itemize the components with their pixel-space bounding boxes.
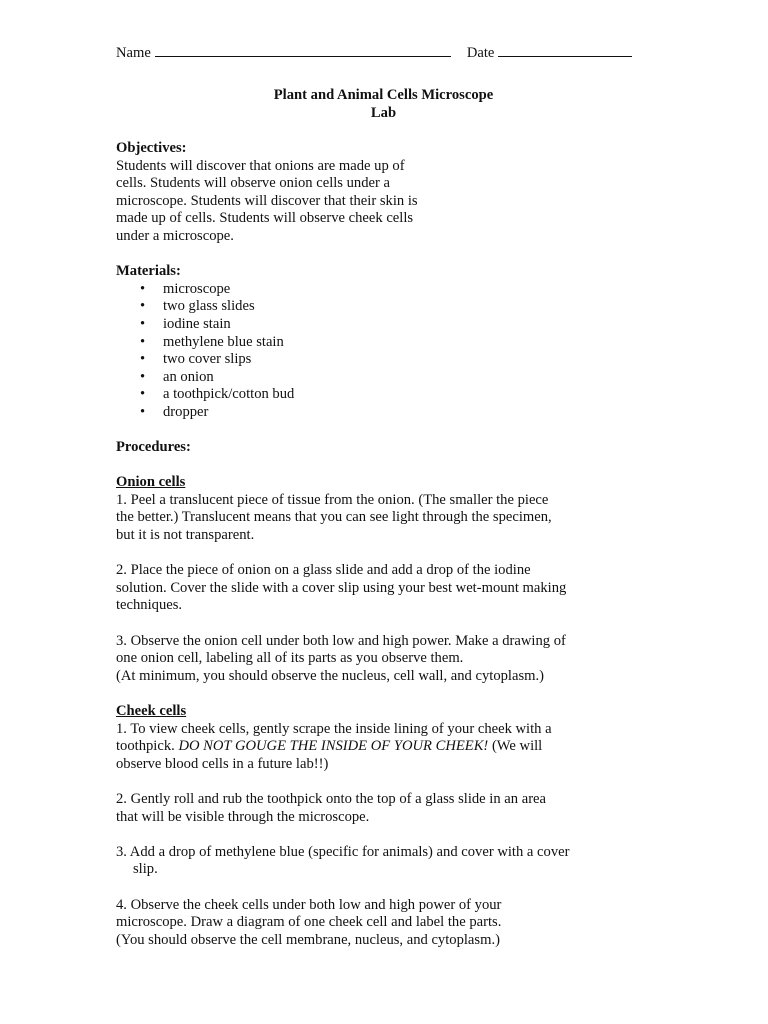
step-line: 3. Observe the onion cell under both low and high power. Make a drawing of <box>116 632 566 649</box>
title-line-2: Lab <box>370 104 397 121</box>
step-line: slip. <box>133 861 158 878</box>
name-blank-line <box>155 42 451 57</box>
objectives-line: made up of cells. Students will observe cheek cells <box>116 210 414 227</box>
list-item: • iodine stain <box>163 316 651 334</box>
list-item: • a toothpick/cotton bud <box>163 386 651 404</box>
step-line: 3. Add a drop of methylene blue (specific for animals) and cover with a cover <box>116 843 570 860</box>
materials-heading: Materials: <box>116 263 181 280</box>
step-line: but it is not transparent. <box>116 527 255 544</box>
objectives-text <box>116 158 466 246</box>
date-blank-line <box>498 42 632 57</box>
date-label: Date <box>466 45 495 61</box>
list-item: • microscope <box>163 281 651 299</box>
step-line: (At minimum, you should observe the nucleus, cell wall, and cytoplasm.) <box>116 667 545 684</box>
materials-list <box>116 281 651 422</box>
step-text: toothpick. <box>116 738 179 755</box>
objectives-line: Students will discover that onions are made up of <box>116 157 405 174</box>
cheek-step-3 <box>116 844 651 879</box>
name-date-header <box>116 42 642 63</box>
cheek-step-4 <box>116 897 651 950</box>
list-item: • an onion <box>163 369 651 387</box>
page-title <box>116 87 651 122</box>
list-item: • dropper <box>163 404 651 422</box>
step-line: 2. Place the piece of onion on a glass slide and add a drop of the iodine <box>116 562 531 579</box>
onion-cells-heading: Onion cells <box>116 474 186 491</box>
objectives-line: microscope. Students will discover that their skin is <box>116 192 418 209</box>
step-line: (You should observe the cell membrane, nucleus, and cytoplasm.) <box>116 931 500 948</box>
cheek-step-1 <box>116 721 651 774</box>
step-line: microscope. Draw a diagram of one cheek cell and label the parts. <box>116 914 502 931</box>
list-item: • methylene blue stain <box>163 334 651 352</box>
onion-step-2 <box>116 562 651 615</box>
onion-step-3 <box>116 633 651 686</box>
step-text: (We will <box>488 738 543 755</box>
step-line: one onion cell, labeling all of its parts as you observe them. <box>116 650 464 667</box>
procedures-heading: Procedures: <box>116 439 191 456</box>
step-line: that will be visible through the microscope. <box>116 808 370 825</box>
objectives-heading: Objectives: <box>116 140 187 156</box>
step-line: 1. To view cheek cells, gently scrape the inside lining of your cheek with a <box>116 720 552 737</box>
cheek-step-2 <box>116 791 651 826</box>
worksheet-content <box>116 140 651 949</box>
onion-step-1 <box>116 492 651 545</box>
list-item: • two cover slips <box>163 351 651 369</box>
step-line: observe blood cells in a future lab!!) <box>116 755 329 772</box>
step-line: techniques. <box>116 597 183 614</box>
step-line: 2. Gently roll and rub the toothpick onto the top of a glass slide in an area <box>116 790 547 807</box>
step-line: 1. Peel a translucent piece of tissue from the onion. (The smaller the piece <box>116 491 549 508</box>
objectives-line: cells. Students will observe onion cells under a <box>116 175 390 192</box>
warning-text: DO NOT GOUGE THE INSIDE OF YOUR CHEEK! <box>178 738 489 755</box>
step-line <box>116 738 651 756</box>
step-line: solution. Cover the slide with a cover slip using your best wet-mount making <box>116 579 567 596</box>
cheek-cells-heading: Cheek cells <box>116 703 187 719</box>
list-item: • two glass slides <box>163 298 651 316</box>
title-line-1: Plant and Animal Cells Microscope <box>273 87 494 103</box>
step-line: 4. Observe the cheek cells under both low and high power of your <box>116 896 502 913</box>
name-label: Name <box>116 45 151 61</box>
objectives-line: under a microscope. <box>116 227 234 244</box>
step-line: the better.) Translucent means that you can see light through the specimen, <box>116 509 552 526</box>
